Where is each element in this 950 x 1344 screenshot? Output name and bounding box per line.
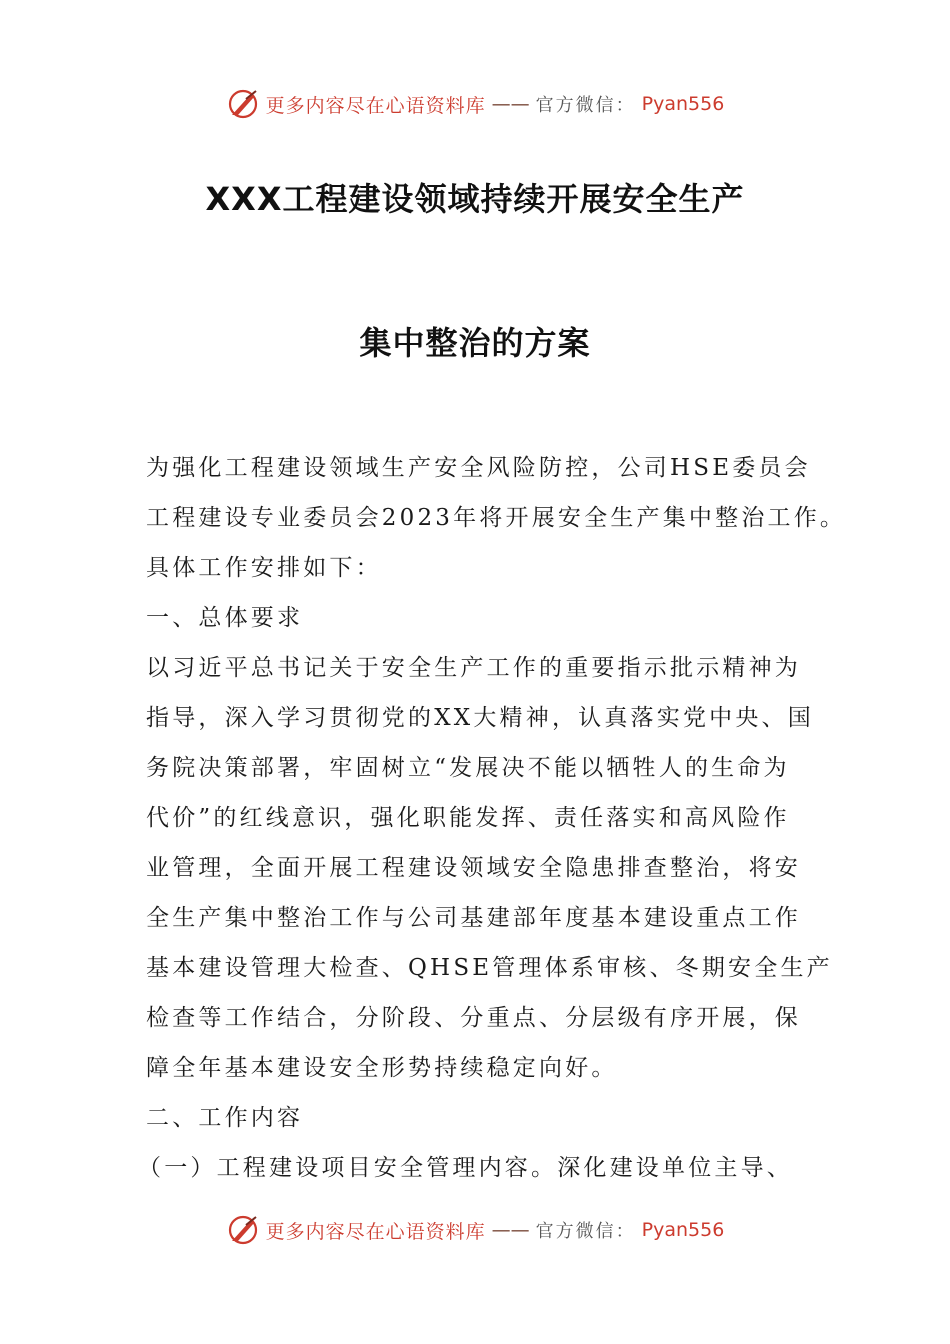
body-line: 业管理，全面开展工程建设领域安全隐患排查整治，将安 [146, 855, 801, 881]
document-title-line-2: 集中整治的方案 [359, 324, 591, 362]
body-line: 检查等工作结合，分阶段、分重点、分层级有序开展，保 [146, 1005, 801, 1031]
quill-logo-icon [226, 87, 260, 121]
body-line: 具体工作安排如下： [146, 555, 382, 581]
body-line: 工程建设专业委员会2023年将开展安全生产集中整治工作。 [146, 505, 847, 531]
watermark-separator: —— [491, 1219, 530, 1241]
body-line: （一）工程建设项目安全管理内容。深化建设单位主导、 [138, 1155, 793, 1181]
body-line: 指导，深入学习贯彻党的XX大精神，认真落实党中央、国 [146, 705, 814, 731]
document-title-line-1: XXX工程建设领域持续开展安全生产 [205, 180, 745, 218]
watermark-text: 更多内容尽在心语资料库 [265, 94, 486, 117]
body-line: 务院决策部署，牢固树立“发展决不能以牺牲人的生命为 [146, 755, 790, 781]
body-line: 全生产集中整治工作与公司基建部年度基本建设重点工作 [146, 905, 801, 931]
header-watermark [0, 84, 950, 124]
watermark-label: 官方微信： [535, 95, 636, 116]
section-heading: 二、工作内容 [146, 1105, 304, 1131]
watermark-separator: —— [491, 93, 530, 115]
body-line: 障全年基本建设安全形势持续稳定向好。 [146, 1055, 618, 1081]
section-heading: 一、总体要求 [146, 605, 304, 631]
body-line: 为强化工程建设领域生产安全风险防控，公司HSE委员会 [146, 455, 811, 481]
watermark-text: 更多内容尽在心语资料库 [265, 1220, 486, 1243]
watermark-wechat-id: Pyan556 [641, 1219, 725, 1241]
document-body [138, 446, 847, 1196]
body-line: 以习近平总书记关于安全生产工作的重要指示批示精神为 [146, 655, 801, 681]
body-line: 代价”的红线意识，强化职能发挥、责任落实和高风险作 [146, 805, 790, 831]
body-line: 基本建设管理大检查、QHSE管理体系审核、冬期安全生产 [146, 955, 833, 981]
watermark-wechat-id: Pyan556 [641, 93, 725, 115]
quill-logo-icon [226, 1213, 260, 1247]
watermark-label: 官方微信： [535, 1221, 636, 1242]
footer-watermark [0, 1210, 950, 1250]
